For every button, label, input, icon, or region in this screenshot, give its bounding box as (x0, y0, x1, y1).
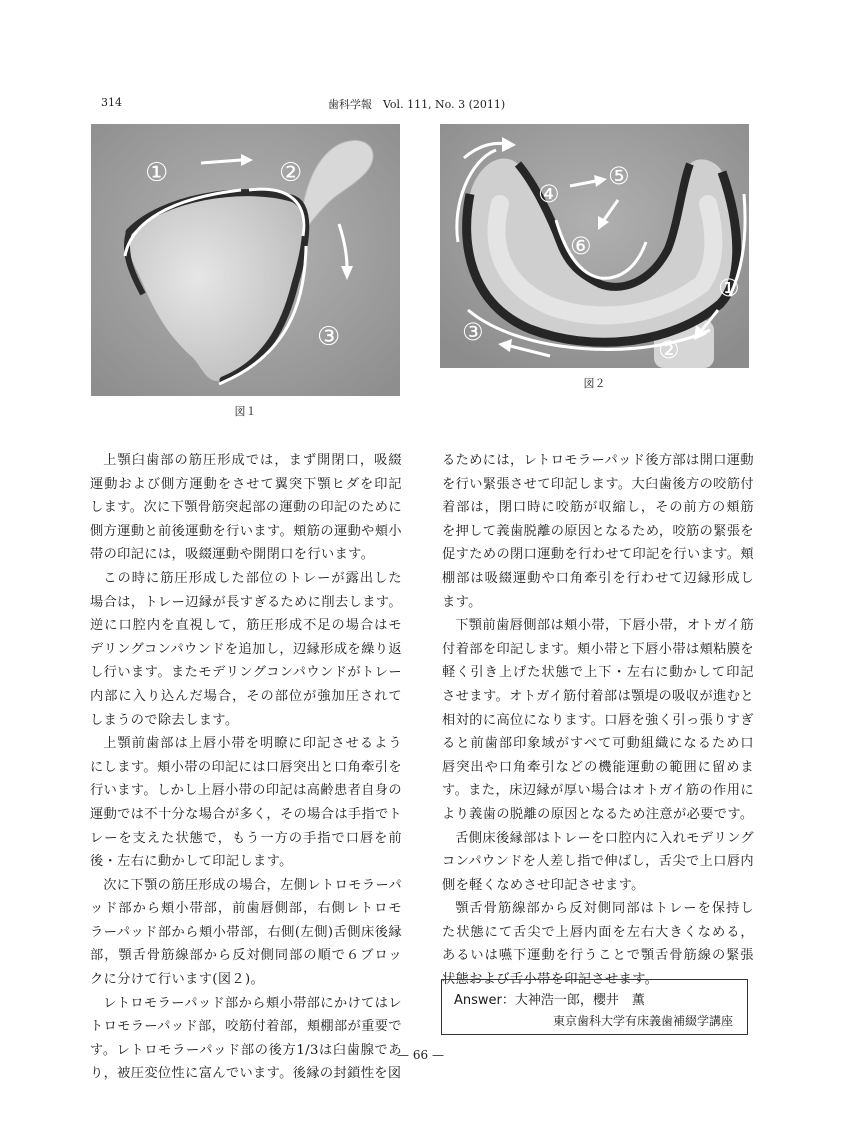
figure-2-label-5: ⑤ (608, 162, 630, 190)
paragraph: この時に筋圧形成した部位のトレーが露出した場合は，トレー辺縁が長すぎるために削去します。逆に口腔内を直視して，筋圧形成不足の場合はモデリングコンパウンドを追加し，辺縁形成を繰り返し行います。またモデリングコンパウンドがトレー内部に入り込んだ場合，その部位が強加圧されてしまうので除去します。 (90, 570, 402, 728)
left-column (90, 449, 402, 1086)
figure-2 (440, 124, 749, 368)
page-number: 314 (101, 96, 122, 109)
figure-1-label-3: ③ (317, 322, 341, 352)
figure-2-label-3: ③ (462, 318, 484, 346)
figure-2-label-2: ② (658, 336, 680, 364)
footer-page-number: — 66 — (397, 1048, 444, 1062)
right-column (442, 449, 754, 992)
paragraph: るためには，レトロモラーパッド後方部は開口運動を行い緊張させて印記します。大臼歯後方の咬筋付着部は，閉口時に咬筋が収縮し，その前方の頬筋を押して義歯脱離の原因となるため，咬筋の緊張を促すための閉口運動を行わせて印記を行います。頬棚部は吸綴運動や口角牽引を行わせて辺縁形成します。 (442, 453, 754, 610)
paragraph: 上顎前歯部は上唇小帯を明瞭に印記させるようにします。頬小帯の印記には口唇突出と口角牽引を行います。しかし上唇小帯の印記は高齢患者自身の運動では不十分な場合が多く，その場合は手指でトレーを支えた状態で，もう一方の手指で口唇を前後・左右に動かして印記します。 (90, 736, 402, 870)
figure-2-label-4: ④ (538, 180, 560, 208)
figure-1-caption: 図１ (234, 405, 257, 418)
paragraph: 顎舌骨筋線部から反対側同部はトレーを保持した状態にて舌尖で上唇内面を左右大きくなめる，あるいは嚥下運動を行うことで顎舌骨筋線の緊張状態および舌小帯を印記させます。 (442, 901, 754, 988)
paragraph: 次に下顎の筋圧形成の場合，左側レトロモラーパッド部から頬小帯部，前歯唇側部，右側レトロモラーパッド部から頬小帯部，右側(左側)舌側床後縁部，顎舌骨筋線部から反対側同部の順で６ブロックに分けて行います(図２)。 (90, 877, 402, 988)
answer-box (441, 979, 748, 1035)
paragraph: レトロモラーパッド部から頬小帯部にかけてはレトロモラーパッド部，咬筋付着部，頬棚部が重要です。レトロモラーパッド部の後方1/3は臼歯腺であり，被圧変位性に富んでいます。後縁の封鎖性を図 (90, 995, 402, 1082)
answer-authors: Answer：大神浩一郎，櫻井 薫 (454, 993, 645, 1008)
figure-2-caption: 図２ (583, 377, 606, 390)
figure-1-photo (91, 124, 400, 396)
figure-1 (91, 124, 400, 396)
figure-1-label-1: ① (145, 158, 169, 188)
paragraph: 上顎臼歯部の筋圧形成では，まず開閉口，吸綴運動および側方運動をさせて翼突下顎ヒダを印記します。次に下顎骨筋突起部の運動の印記のために側方運動と前後運動を行います。頬筋の運動や頬小帯の印記には，吸綴運動や開閉口を行います。 (90, 453, 402, 563)
answer-affiliation: 東京歯科大学有床義歯補綴学講座 (552, 1014, 733, 1028)
figure-2-label-1: ① (718, 274, 740, 302)
paragraph: 舌側床後縁部はトレーを口腔内に入れモデリングコンパウンドを人差し指で伸ばし，舌尖で上口唇内側を軽くなめさせ印記させます。 (442, 830, 754, 893)
figure-2-label-6: ⑥ (570, 232, 592, 260)
figure-2-photo (440, 124, 749, 368)
figure-1-label-2: ② (279, 158, 303, 188)
journal-header: 歯科学報 Vol. 111, No. 3 (2011) (328, 98, 506, 111)
paragraph: 下顎前歯唇側部は頬小帯，下唇小帯，オトガイ筋付着部を印記します。頬小帯と下唇小帯は頬粘膜を軽く引き上げた状態で上下・左右に動かして印記させます。オトガイ筋付着部は顎堤の吸収が進むと相対的に高位になります。口唇を強く引っ張りすぎると前歯部印象域がすべて可動組織になるため口唇突出や口角牽引などの機能運動の範囲に留めます。また，床辺縁が厚い場合はオトガイ筋の作用により義歯の脱離の原因となるため注意が必要です。 (442, 618, 754, 822)
